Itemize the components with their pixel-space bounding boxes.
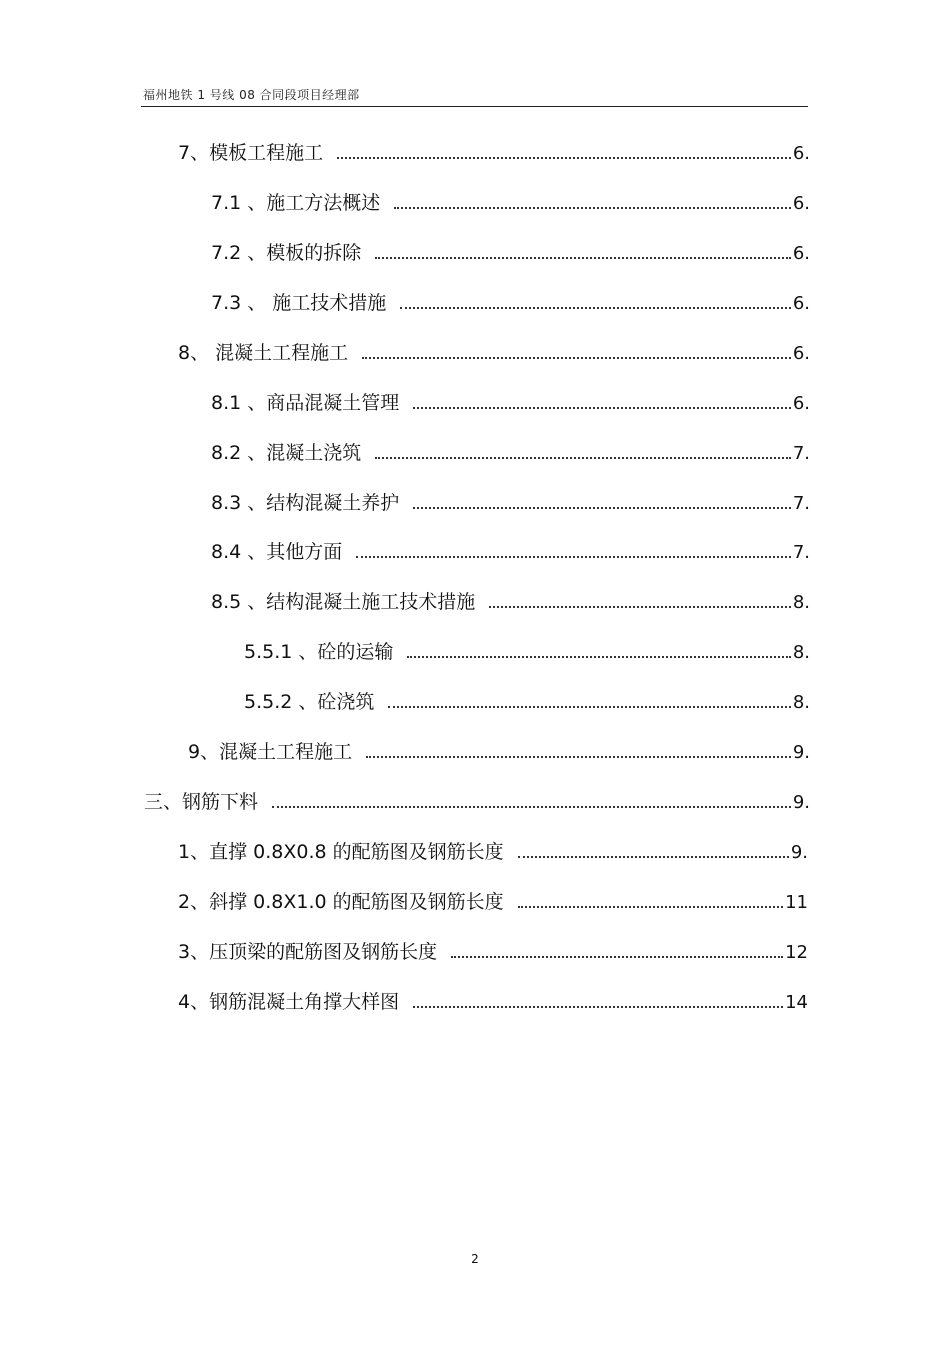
toc-entry[interactable] (244, 640, 810, 665)
dot-leader (375, 257, 791, 259)
toc-entry[interactable] (211, 441, 810, 466)
toc-entry-page: 7. (792, 493, 810, 514)
toc-entry[interactable] (211, 540, 810, 565)
dot-leader (518, 906, 783, 908)
dot-leader (489, 606, 791, 608)
toc-entry-page: 11 (785, 892, 808, 913)
toc-entry[interactable] (211, 241, 810, 266)
toc-entry[interactable] (244, 690, 810, 715)
toc-entry-label: 8.2 、混凝土浇筑 (211, 442, 362, 464)
toc-entry-page: 8. (792, 592, 810, 613)
toc-entry-label: 3、压顶梁的配筋图及钢筋长度 (178, 941, 438, 963)
toc-entry-label: 8.5 、结构混凝土施工技术措施 (211, 591, 476, 613)
toc-entry[interactable] (211, 391, 810, 416)
toc-entry-label: 7.1 、施工方法概述 (211, 192, 381, 214)
toc-entry-page: 6. (792, 293, 810, 314)
toc-entry-label: 7.2 、模板的拆除 (211, 242, 362, 264)
dot-leader (272, 806, 791, 808)
toc-entry-label: 8.4 、其他方面 (211, 541, 343, 563)
toc-entry-page: 7. (792, 443, 810, 464)
toc-entry[interactable] (178, 840, 808, 865)
toc-entry-page: 8. (792, 642, 810, 663)
dot-leader (356, 556, 791, 558)
toc-entry[interactable] (211, 191, 810, 216)
dot-leader (518, 856, 789, 858)
toc-entry-label: 4、钢筋混凝土角撑大样图 (178, 991, 400, 1013)
toc-entry-page: 6. (792, 143, 810, 164)
toc-entry-page: 7. (792, 542, 810, 563)
dot-leader (413, 1006, 783, 1008)
dot-leader (394, 207, 791, 209)
dot-leader (375, 457, 791, 459)
toc-entry-label: 三、钢筋下料 (144, 791, 259, 813)
toc-entry-page: 12 (785, 942, 808, 963)
page-number: 2 (471, 1252, 479, 1266)
toc-entry-label: 9、混凝土工程施工 (188, 741, 353, 763)
toc-entry-label: 1、直撑 0.8X0.8 的配筋图及钢筋长度 (178, 841, 504, 863)
toc-entry-page: 8. (792, 692, 810, 713)
toc-entry-label: 5.5.1 、砼的运输 (244, 641, 394, 663)
toc-entry[interactable] (178, 341, 810, 366)
toc-entry[interactable] (178, 940, 808, 965)
toc-entry-page: 14 (785, 992, 808, 1013)
toc-entry[interactable] (178, 890, 808, 915)
dot-leader (413, 407, 791, 409)
toc-entry-label: 8.1 、商品混凝土管理 (211, 392, 400, 414)
toc-entry-page: 9. (790, 842, 808, 863)
dot-leader (400, 307, 791, 309)
toc-entry-label: 8、 混凝土工程施工 (178, 342, 349, 364)
dot-leader (337, 157, 791, 159)
toc-entry-label: 2、斜撑 0.8X1.0 的配筋图及钢筋长度 (178, 891, 504, 913)
toc-entry-page: 6. (792, 243, 810, 264)
dot-leader (407, 656, 790, 658)
toc-entry-page: 6. (792, 393, 810, 414)
toc-entry[interactable] (188, 740, 810, 765)
toc-entry[interactable] (178, 141, 810, 166)
toc-entry-label: 5.5.2 、砼浇筑 (244, 691, 375, 713)
toc-entry-label: 7.3 、 施工技术措施 (211, 292, 387, 314)
toc-entry-label: 8.3 、结构混凝土养护 (211, 492, 400, 514)
toc-entry[interactable] (144, 790, 810, 815)
toc-entry[interactable] (211, 590, 810, 615)
toc-entry[interactable] (178, 990, 808, 1015)
toc-entry[interactable] (211, 291, 810, 316)
toc-entry-label: 7、模板工程施工 (178, 142, 324, 164)
toc-entry-page: 9. (792, 792, 810, 813)
dot-leader (388, 706, 790, 708)
running-header: 福州地铁 1 号线 08 合同段项目经理部 (143, 88, 360, 102)
toc-entry-page: 9. (792, 742, 810, 763)
dot-leader (362, 357, 791, 359)
toc-entry-page: 6. (792, 193, 810, 214)
dot-leader (413, 507, 791, 509)
dot-leader (451, 956, 783, 958)
toc-entry[interactable] (211, 491, 810, 516)
toc-entry-page: 6. (792, 343, 810, 364)
dot-leader (366, 756, 791, 758)
